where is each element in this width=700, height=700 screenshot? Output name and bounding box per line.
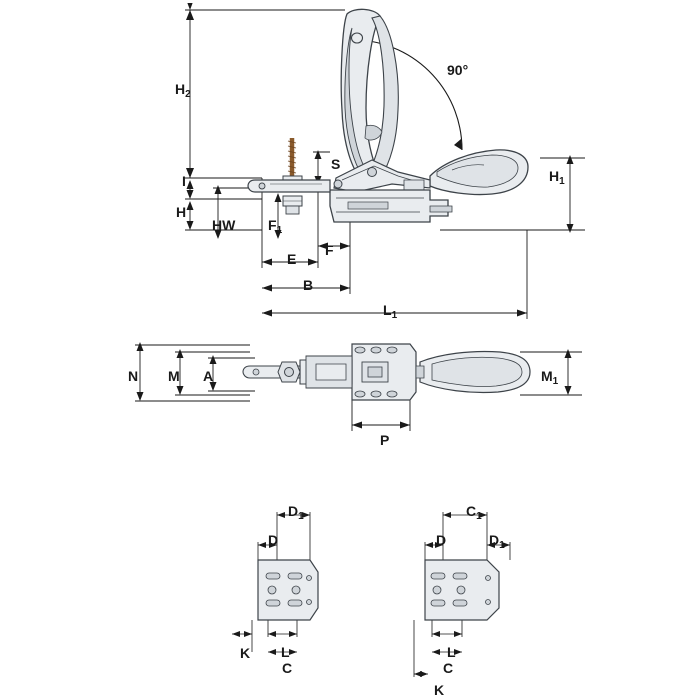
dimension-symbol: F [268, 217, 277, 233]
dimension-label-dr [436, 533, 446, 547]
dimension-subscript: 1 [298, 511, 304, 522]
dimension-label-ll [281, 645, 290, 659]
dimension-label-m1 [541, 368, 559, 387]
dimension-label-l1 [383, 302, 398, 321]
dimension-symbol: E [287, 251, 297, 267]
dimension-symbol: C [443, 660, 454, 676]
side-elevation-view [248, 9, 528, 222]
dimension-label-cr [443, 661, 453, 675]
dimension-symbol: L [383, 302, 392, 318]
dimension-symbol: H [549, 168, 560, 184]
dimension-symbol: A [203, 368, 214, 384]
dimension-label-cl [282, 661, 292, 675]
dimension-symbol: H [176, 204, 187, 220]
dimension-label-a [203, 369, 213, 383]
dimension-symbol: C [466, 503, 477, 519]
dimension-label-kl [240, 646, 250, 660]
dimension-symbol: M [541, 368, 553, 384]
dimension-subscript: 2 [185, 89, 191, 100]
dimension-label-kr [434, 683, 444, 697]
dimension-symbol: N [128, 368, 139, 384]
dimension-symbol: D [436, 532, 447, 548]
dimension-subscript: 1 [476, 511, 482, 522]
dimension-label-b [303, 278, 313, 292]
dimension-symbol: D [268, 532, 279, 548]
top-plan-view [243, 344, 530, 400]
dimension-symbol: S [331, 156, 341, 172]
dimension-subscript: 1 [391, 310, 398, 321]
dimension-label-h1 [549, 168, 565, 187]
dimension-subscript: 1 [552, 376, 559, 387]
dimension-symbol: C [282, 660, 293, 676]
dimension-label-f [325, 243, 334, 257]
angle-annotation: 90° [447, 62, 469, 78]
dimension-symbol: P [380, 432, 390, 448]
base-plate-detail-right [425, 560, 499, 620]
dimension-symbol: L [281, 644, 290, 660]
base-plate-detail-left [258, 560, 318, 620]
dimension-subscript: 1 [499, 540, 505, 551]
dimension-label-hw [212, 218, 235, 232]
dimension-label-f1 [268, 217, 283, 236]
dimension-label-c1r [466, 503, 482, 522]
dimension-symbol: B [303, 277, 314, 293]
dimension-symbol: M [168, 368, 180, 384]
dimension-subscript: 1 [559, 176, 565, 187]
dimension-symbol: D [489, 532, 500, 548]
dimension-label-e [287, 252, 296, 266]
dimension-label-dl [268, 533, 278, 547]
dimension-symbol: D [288, 503, 299, 519]
dimension-symbol: H [175, 81, 186, 97]
dimension-label-i [182, 174, 186, 188]
dimension-label-s [331, 157, 340, 171]
dimension-symbol: F [325, 242, 334, 258]
dimension-symbol: K [240, 645, 251, 661]
dimension-label-h [176, 205, 186, 219]
dimension-symbol: HW [212, 217, 236, 233]
dimension-label-n [128, 369, 138, 383]
dimension-label-h2 [175, 81, 191, 100]
dimension-subscript: 1 [276, 225, 283, 236]
dimension-label-d1r [489, 532, 505, 551]
dimension-label-d1l [288, 503, 304, 522]
dimension-symbol: L [447, 644, 456, 660]
dimension-label-p [380, 433, 389, 447]
dimension-symbol: I [182, 173, 186, 189]
dimension-label-lr [447, 645, 456, 659]
dimension-label-m [168, 369, 180, 383]
dimension-symbol: K [434, 682, 445, 698]
